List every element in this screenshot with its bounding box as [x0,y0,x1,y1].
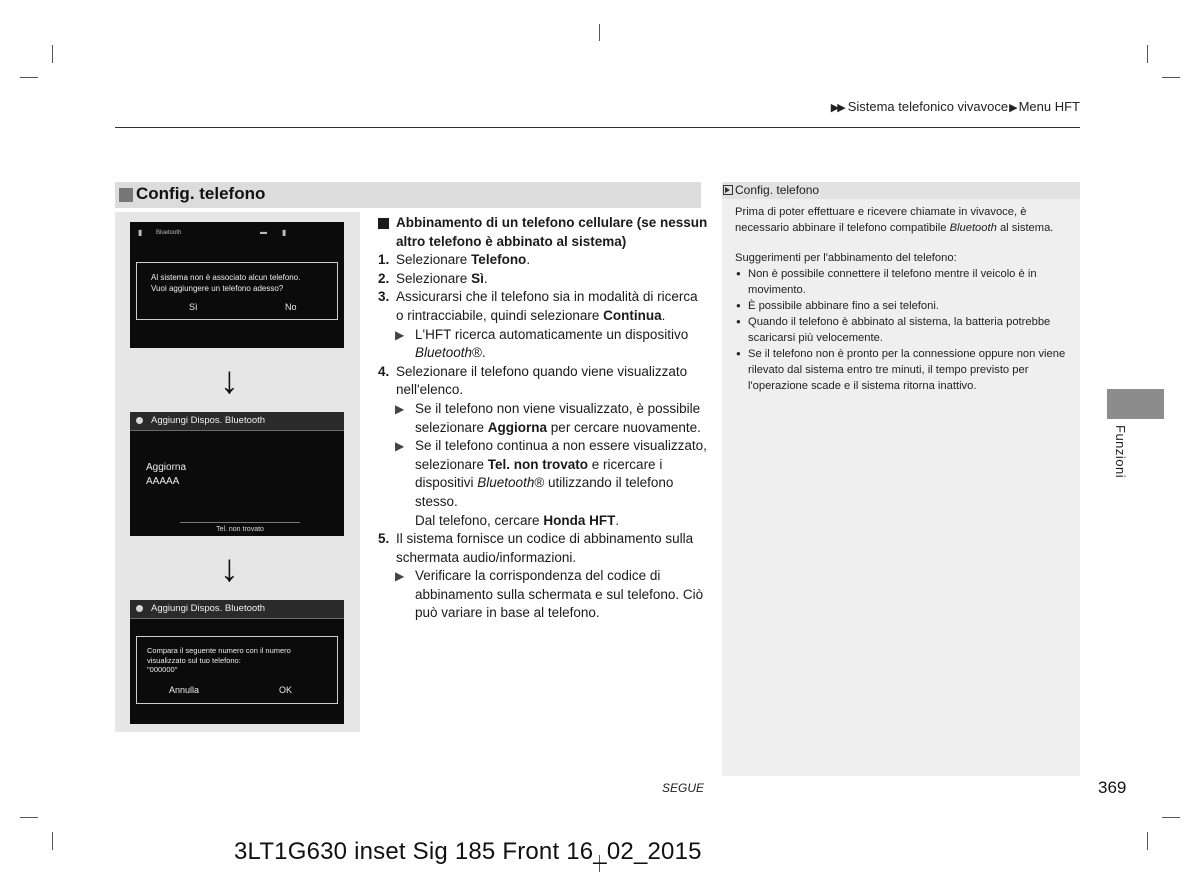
step-text: . [526,252,531,268]
step-text: Selezionare [396,270,472,286]
chapter-tab [1107,389,1164,419]
dialog-box [136,262,338,320]
crop-mark [1162,817,1180,818]
note-text: e ricercare i dispositivi [415,456,663,491]
notes-panel [722,182,1080,776]
step-keyword: Telefono [471,252,527,268]
breadcrumb-section: Sistema telefonico vivavoce [847,99,1009,114]
notes-body [735,204,1073,394]
tip-item: ● Non è possibile connettere il telefono mentre il veicolo è in movimento. [735,266,1073,298]
instructions-heading [378,214,708,251]
screen-no-phone [130,222,344,348]
step-1 [378,251,708,270]
square-icon [119,188,133,202]
step-number: 5. [378,531,390,547]
phone-not-found-button[interactable]: Tel. non trovato [180,522,300,536]
dialog-box [136,636,338,704]
continued-label: SEGUE [662,781,705,795]
tip-item: ● Se il telefono non è pronto per la connessione oppure non viene rilevato dal sistema entro tre minuti, il tempo previsto per l'operazione scade e il sistema ritorna inattivo. [735,346,1073,394]
dialog-message [147,646,291,675]
note-text: Dal telefono, cercare [415,512,544,528]
crop-mark [20,817,38,818]
reference-icon [723,185,733,195]
settings-icon [136,605,143,612]
notes-intro [735,204,1073,236]
step-2 [378,270,708,289]
step-4-note-1 [378,400,708,437]
chapter-label: Funzioni [1113,425,1128,479]
device-item[interactable]: AAAAA [146,476,180,487]
step-4-note-2 [378,437,708,511]
step-keyword: Continua [603,307,662,323]
header-divider [115,127,1080,128]
dialog-message [151,272,300,294]
notes-text: al sistema. [996,222,1054,234]
screen-header [130,600,344,619]
ok-option[interactable]: OK [279,685,293,695]
signal-icon: ▬ [260,229,267,236]
square-icon [378,218,389,229]
dialog-message-line: Vuoi aggiungere un telefono adesso? [151,284,284,293]
step-number: 1. [378,252,390,268]
step-keyword: Sì [471,270,484,286]
note-text: L'HFT ricerca automaticamente un dispositivo [415,326,689,342]
note-italic: Bluetooth [415,345,473,361]
arrow-down-icon: ↓ [220,548,239,590]
page-number: 369 [1098,778,1127,797]
crop-mark [1147,45,1148,63]
notes-title: Config. telefono [735,183,820,197]
step-number: 2. [378,270,390,286]
triangle-icon: ▶ [395,569,405,584]
note-italic: Bluetooth [477,475,535,491]
step-3 [378,288,708,325]
note-text: . [615,512,620,528]
triangle-icon: ▶ [395,327,405,342]
phone-icon: ▮ [138,228,143,237]
step-number: 3. [378,289,390,305]
triangle-icon: ▶ [1009,102,1018,114]
no-option[interactable]: No [285,302,297,312]
step-text: Assicurarsi che il telefono sia in modalità di ricerca o rintracciabile, quindi selezionare [396,289,698,323]
note-text: Se il telefono non viene visualizzato, è possibile selezionare [415,400,701,435]
arrow-down-icon: ↓ [220,360,239,402]
tip-item: ● È possibile abbinare fino a sei telefoni. [735,298,1073,314]
settings-icon [136,417,143,424]
notes-header [722,182,1080,199]
status-text: Bluetooth [156,230,182,236]
notes-text: Prima di poter effettuare e ricevere chiamate in vivavoce, è necessario abbinare il telefono compatibile [735,206,1027,234]
screens-illustration [115,212,360,732]
section-title-bar [115,182,701,208]
crop-mark [52,45,53,63]
breadcrumb-page: Menu HFT [1018,99,1080,114]
crop-mark [20,77,38,78]
breadcrumb [831,99,1080,114]
refresh-item[interactable]: Aggiorna [146,462,187,473]
step-text: . [483,270,488,286]
double-triangle-icon: ▶▶ [830,102,844,114]
note-text: ®. [472,345,486,361]
crop-mark [52,832,53,850]
note-keyword: Aggiorna [487,419,548,435]
spacer [735,236,1073,250]
screen-title: Aggiungi Dispos. Bluetooth [151,603,266,614]
tips-list [735,266,1073,394]
note-text: per cercare nuovamente. [547,419,701,435]
screen-add-device [130,412,344,536]
cancel-option[interactable]: Annulla [169,685,200,695]
dialog-message-line: Al sistema non è associato alcun telefono. [151,273,301,282]
print-code: 3LT1G630 inset Sig 185 Front 16_02_2015 [234,838,702,865]
note-text: Verificare la corrispondenza del codice di abbinamento sulla schermata e sul telefono. Ciò può variare in base al telefono. [415,568,704,621]
step-4 [378,363,708,400]
status-bar [136,228,338,242]
step-number: 4. [378,363,390,379]
step-4-note-2-extra [378,512,708,531]
note-text: ® utilizzando il telefono stesso. [415,475,674,509]
triangle-icon: ▶ [395,401,405,416]
note-keyword: Honda HFT [543,512,616,528]
instructions [378,214,708,623]
notes-italic: Bluetooth [949,222,997,234]
screen-header [130,412,344,431]
step-5-note [378,567,708,623]
yes-option[interactable]: Sì [189,302,198,312]
crop-mark [1147,832,1148,850]
crop-mark [1162,77,1180,78]
triangle-icon: ▶ [395,439,405,454]
step-3-note [378,326,708,363]
screen-pairing-code [130,600,344,724]
step-text: Selezionare [396,252,472,268]
instructions-heading-text: Abbinamento di un telefono cellulare (se nessun altro telefono è abbinato al sistema) [396,215,708,249]
note-text: Se il telefono continua a non essere visualizzato, selezionare [415,438,707,472]
battery-icon: ▮ [282,228,287,237]
crop-mark [599,24,600,41]
step-5 [378,530,708,567]
dialog-message-line: visualizzato sul tuo telefono: [147,655,241,665]
step-text: Selezionare il telefono quando viene visualizzato nell'elenco. [396,363,688,398]
note-keyword: Tel. non trovato [487,456,589,472]
tip-item: ● Quando il telefono è abbinato al sistema, la batteria potrebbe scaricarsi più velocemente. [735,314,1073,346]
screen-title: Aggiungi Dispos. Bluetooth [151,415,266,426]
pairing-code: "000000" [147,665,178,674]
section-title: Config. telefono [136,184,266,203]
tips-title: Suggerimenti per l'abbinamento del telefono: [735,252,957,264]
step-text: Il sistema fornisce un codice di abbinamento sulla schermata audio/informazioni. [396,531,694,565]
step-text: . [661,307,666,323]
dialog-message-line: Compara il seguente numero con il numero [147,646,291,655]
